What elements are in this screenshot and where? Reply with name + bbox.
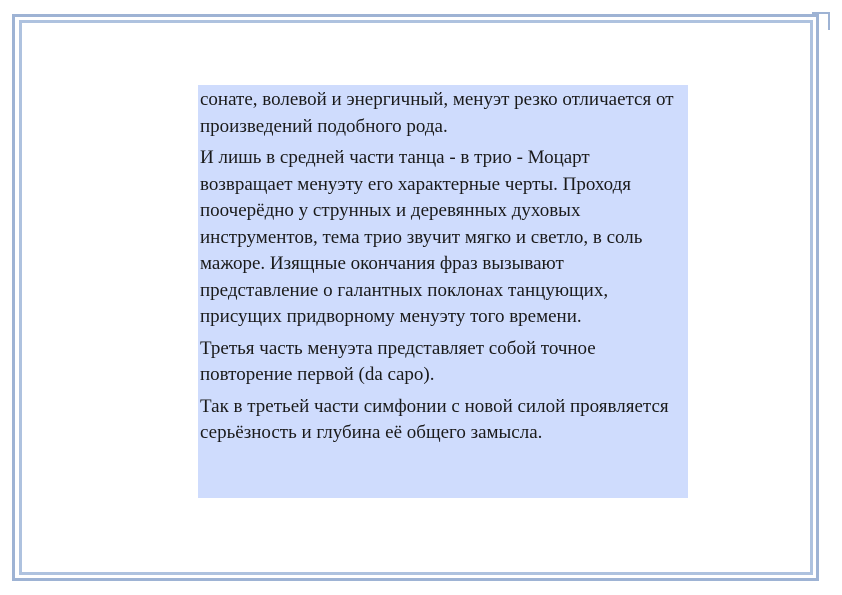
paragraph-2: И лишь в средней части танца - в трио - Моцарт возвращает менуэту его характерные черты. Проходя поочерёдно у струнных и деревянных духовых инструментов, тема трио звучит мягко и светло, в соль мажоре. Изящные окончания фраз вызывают представление о галантных поклонах танцующих, присущих придворному менуэту того времени. — [200, 147, 643, 327]
slide-frame-corner — [812, 12, 830, 30]
paragraph-1: сонате, волевой и энергичный, менуэт резко отличается от произведений подобного рода. — [200, 89, 674, 137]
paragraph-4: Так в третьей части симфонии с новой силой проявляется серьёзность и глубина её общего замысла. — [200, 395, 669, 443]
paragraph-3: Третья часть менуэта представляет собой точное повторение первой (da capo). — [200, 337, 596, 385]
text-box — [198, 85, 688, 498]
